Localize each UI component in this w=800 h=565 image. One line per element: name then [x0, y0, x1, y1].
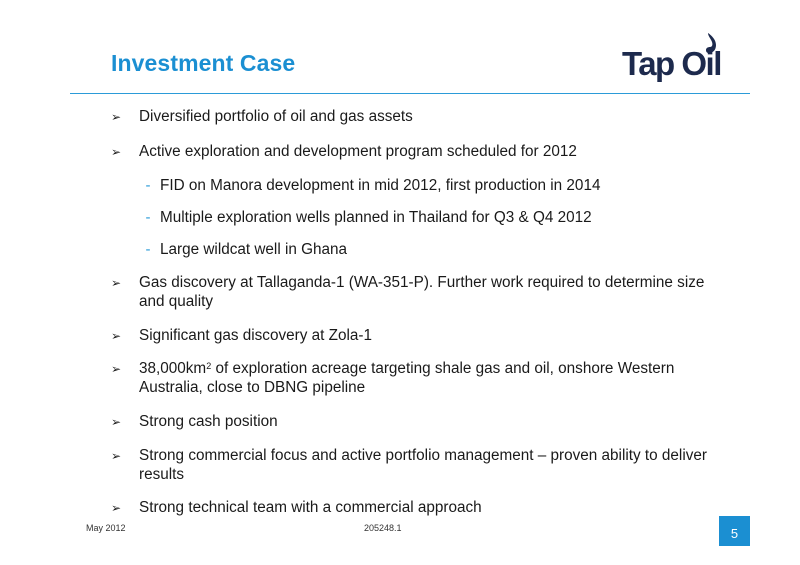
list-item [111, 142, 731, 176]
list-item [111, 412, 731, 446]
arrow-bullet-icon: ➢ [111, 449, 122, 463]
list-item [111, 107, 731, 142]
arrow-bullet-icon: ➢ [111, 415, 122, 429]
footer-date: May 2012 [86, 523, 126, 533]
list-item [111, 326, 731, 359]
tap-oil-logo [622, 32, 732, 90]
arrow-bullet-icon: ➢ [111, 110, 122, 124]
sub-list-item-text: Large wildcat well in Ghana [160, 241, 348, 258]
dash-bullet-icon: - [145, 177, 151, 194]
sub-list-item [111, 208, 731, 240]
page-number: 5 [719, 516, 750, 546]
list-item-text: Diversified portfolio of oil and gas assets [139, 108, 413, 125]
sub-list-item [111, 176, 731, 208]
footer-doc-id: 205248.1 [364, 523, 402, 533]
arrow-bullet-icon: ➢ [111, 329, 122, 343]
bullet-list [111, 107, 731, 520]
list-item-text: $38,000km^2$ of exploration acreage targeting shale gas and oil, onshore Western Australia, close to DBNG pipeline [139, 360, 675, 396]
slide-title: Investment Case [111, 50, 296, 76]
list-item [111, 273, 731, 326]
list-item-text: Strong cash position [139, 413, 278, 430]
logo-wordmark: Tap Oil [622, 45, 721, 82]
arrow-bullet-icon: ➢ [111, 501, 122, 515]
list-item-text: Gas discovery at Tallaganda-1 (WA-351-P). Further work required to determine size and quality [139, 274, 705, 310]
list-item-text: Significant gas discovery at Zola-1 [139, 327, 372, 344]
title-divider [70, 93, 750, 94]
arrow-bullet-icon: ➢ [111, 362, 122, 376]
list-item [111, 498, 731, 520]
dash-bullet-icon: - [145, 209, 151, 226]
list-item-text: Strong technical team with a commercial approach [139, 499, 482, 516]
arrow-bullet-icon: ➢ [111, 145, 122, 159]
list-item [111, 446, 731, 498]
list-item-text: Strong commercial focus and active portfolio management – proven ability to deliver results [139, 447, 707, 483]
list-item-text: Active exploration and development program scheduled for 2012 [139, 143, 577, 160]
sub-list-item-text: Multiple exploration wells planned in Thailand for Q3 & Q4 2012 [160, 209, 592, 226]
list-item [111, 359, 731, 412]
dash-bullet-icon: - [145, 241, 151, 258]
sub-list-item [111, 240, 731, 273]
sub-list-item-text: FID on Manora development in mid 2012, first production in 2014 [160, 177, 601, 194]
arrow-bullet-icon: ➢ [111, 276, 122, 290]
superscript: 2 [206, 361, 212, 371]
